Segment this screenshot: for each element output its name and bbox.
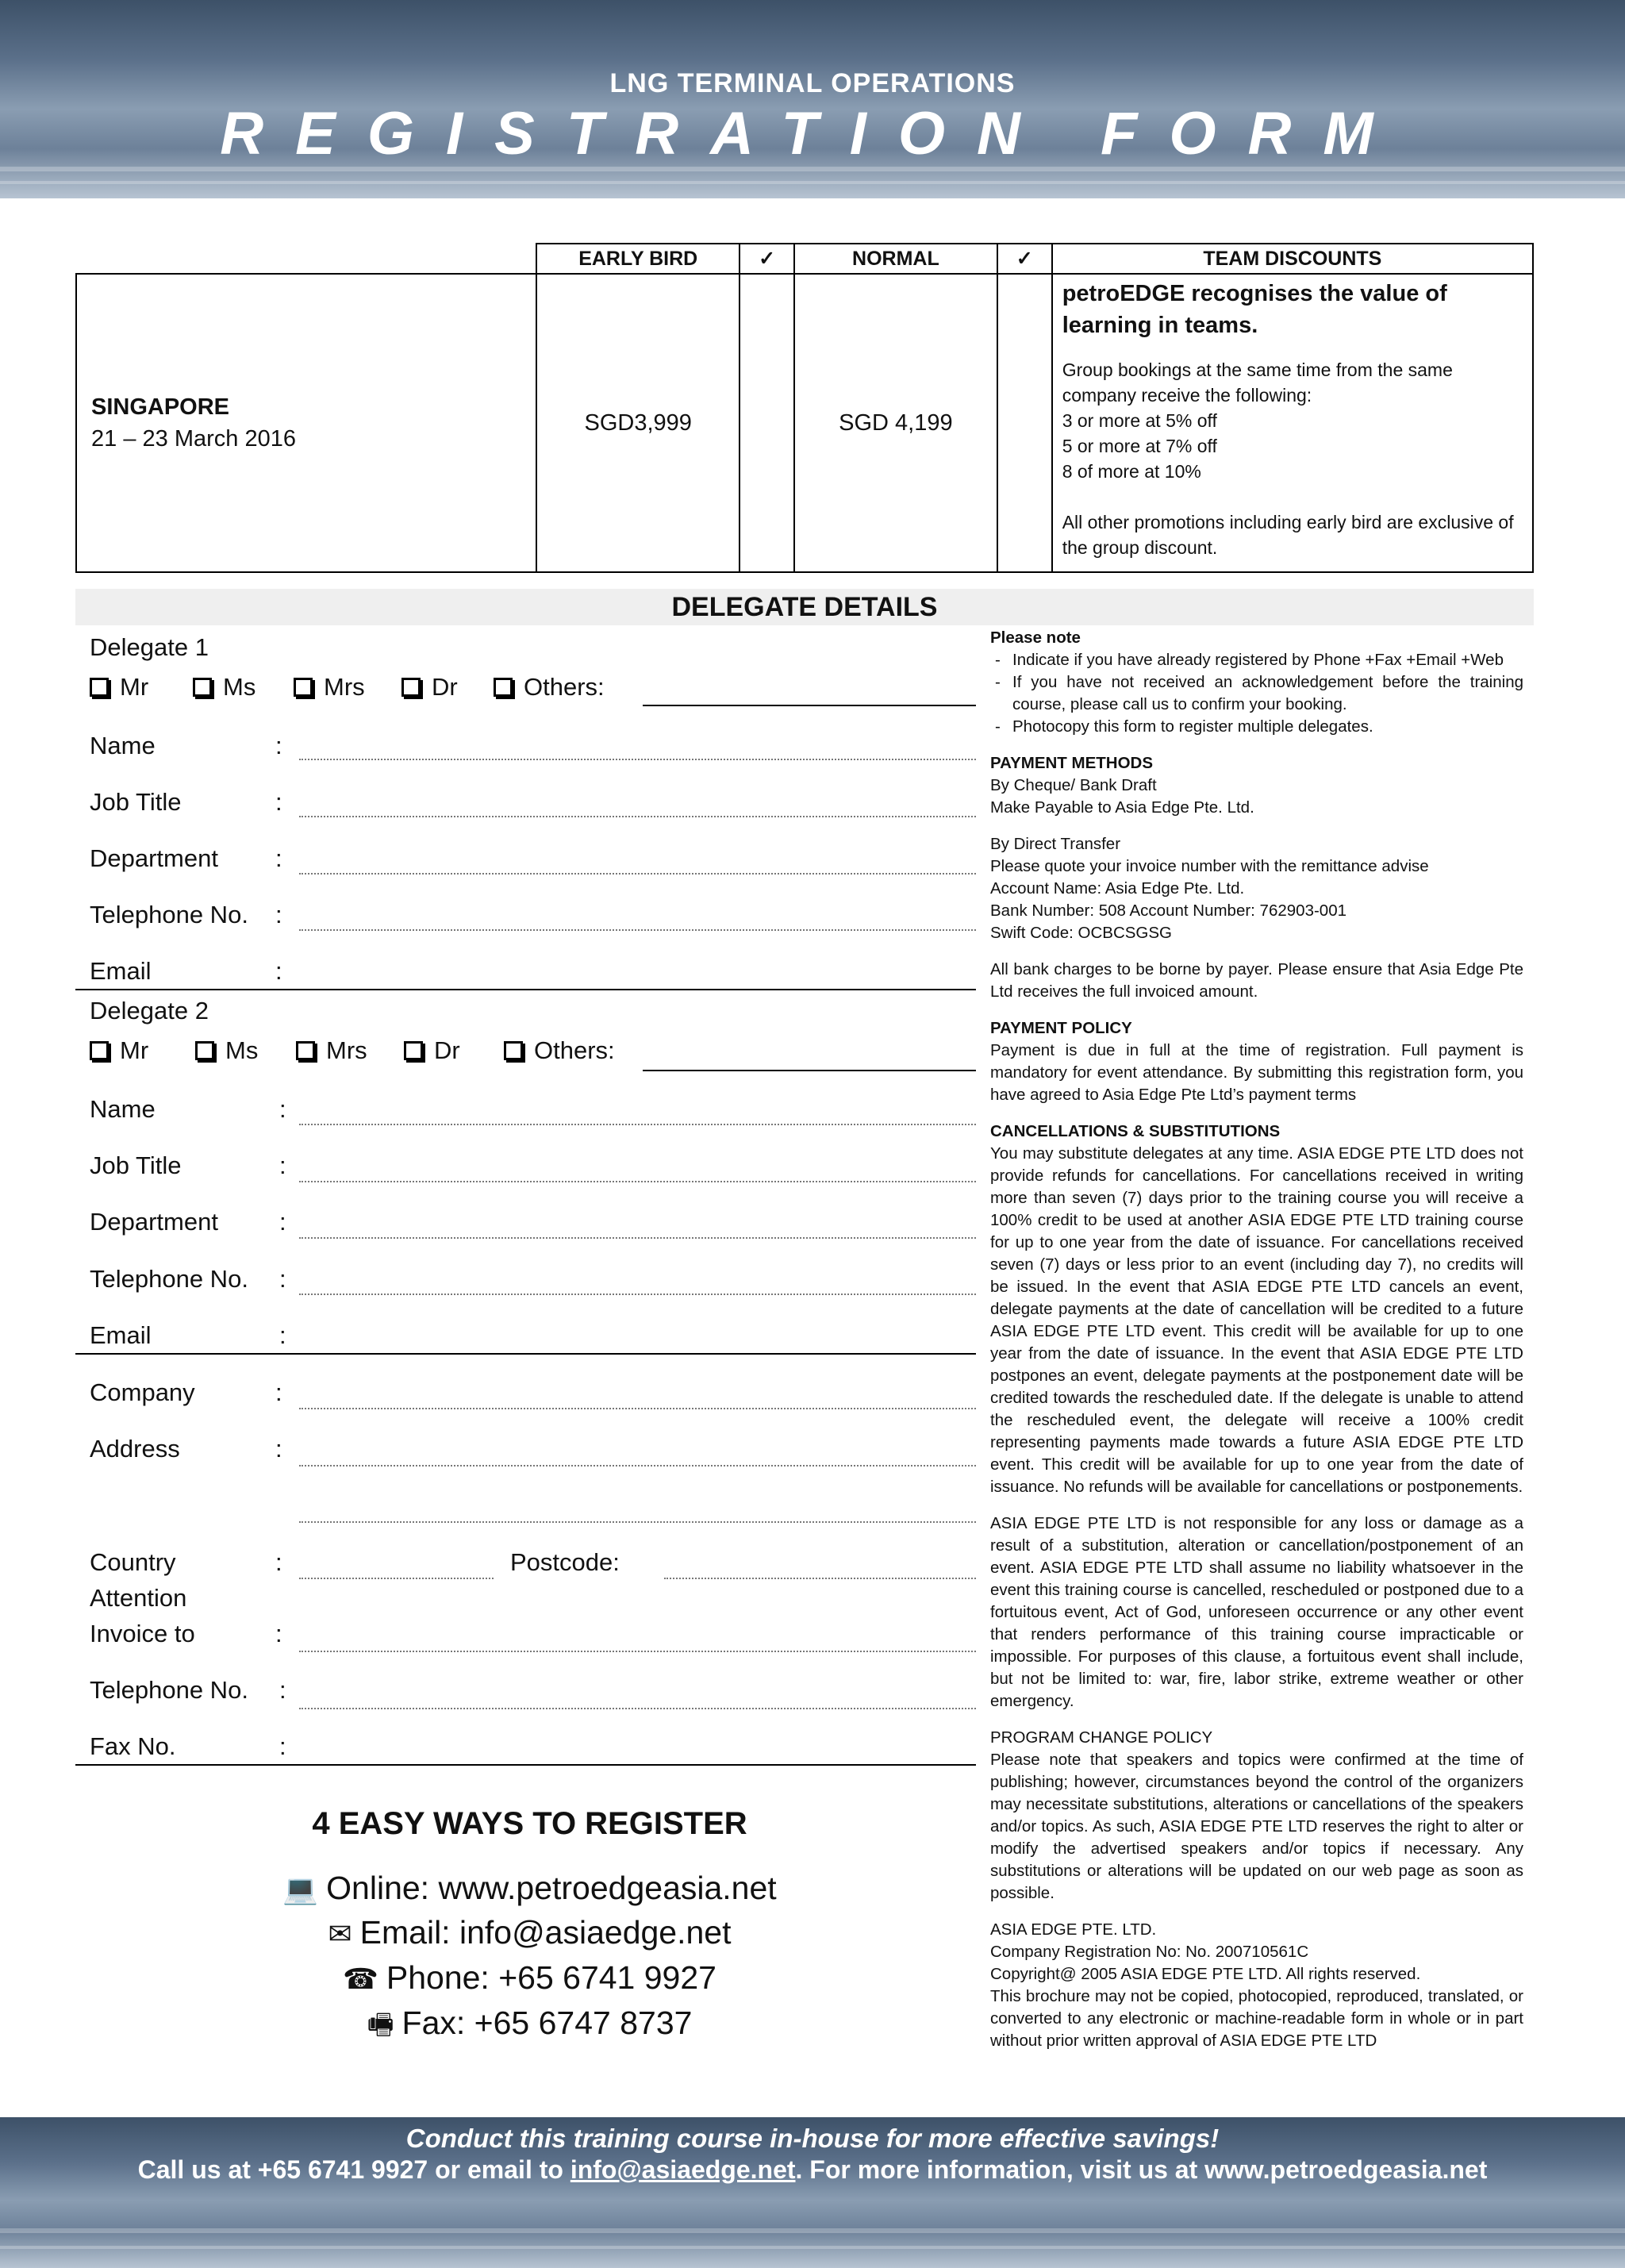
telephone-label: Telephone No. bbox=[90, 901, 248, 928]
telephone-icon: ☎ bbox=[343, 1963, 378, 1996]
colon: : bbox=[279, 1321, 286, 1349]
delegate-2-name-field[interactable] bbox=[299, 1124, 976, 1125]
early-bird-price: SGD3,999 bbox=[536, 274, 740, 572]
colon: : bbox=[275, 732, 282, 759]
copyright: Copyright@ 2005 ASIA EDGE PTE LTD. All rights reserved. bbox=[990, 1965, 1421, 1983]
location-cell bbox=[76, 274, 536, 572]
fax-field[interactable] bbox=[75, 1764, 976, 1766]
team-tier: 5 or more at 7% off bbox=[1062, 436, 1217, 456]
form-title: REGISTRATION FORM bbox=[220, 100, 1405, 167]
colon: : bbox=[275, 957, 282, 985]
payment-policy-text: Payment is due in full at the time of registration. Full payment is mandatory for event attendance. By submitting this registration form, you have agreed to Asia Edge Pte Ltd’s payment terms bbox=[990, 1041, 1523, 1104]
colon: : bbox=[275, 788, 282, 816]
payment-cheque: By Cheque/ Bank Draft bbox=[990, 776, 1157, 794]
fax-label: Fax No. bbox=[90, 1732, 176, 1760]
early-check-header: ✓ bbox=[740, 244, 794, 274]
laptop-icon: 💻 bbox=[282, 1874, 319, 1906]
team-discounts-cell bbox=[1052, 274, 1533, 572]
early-bird-header: EARLY BIRD bbox=[536, 244, 740, 274]
email-label: Email bbox=[90, 1321, 152, 1349]
team-discount-headline: petroEDGE recognises the value of learning in teams. bbox=[1062, 281, 1447, 338]
delegate-2-job-title-field[interactable] bbox=[299, 1181, 976, 1182]
banner-streak bbox=[0, 2228, 1625, 2233]
colon: : bbox=[275, 844, 282, 872]
delegate-2-label: Delegate 2 bbox=[90, 997, 209, 1024]
footer-email-link[interactable]: info@asiaedge.net bbox=[570, 2155, 796, 2184]
register-online[interactable]: 💻 Online: www.petroedgeasia.net bbox=[282, 1870, 777, 1906]
cancellations-text: You may substitute delegates at any time. ASIA EDGE PTE LTD does not provide refunds for cancellations. For cancellations received in writing more than seven (7) days prior to the training course you will receive a 100% credit to be used at another ASIA EDGE PTE LTD training course for up to one year from the date of issuance. For cancellations received seven (7) days or less prior to an event (including day 7), no credits will be issued. In the event that ASIA EDGE PTE LTD cancels an event, delegate payments at the date of cancellation will be credited to a future ASIA EDGE PTE LTD event. This credit will be available for up to one year from the date of issuance. In the event that ASIA EDGE PTE LTD postpones an event, delegate payments at the postponement date will be credited towards the rescheduled date. If the delegate is unable to attend the rescheduled event, the delegate will receive a 100% credit representing payments made towards a future ASIA EDGE PTE LTD event. This credit will be available for up to one year from the date of issuance. No refunds will be available for cancellations or postponements. bbox=[990, 1144, 1523, 1496]
address-field-line-2[interactable] bbox=[299, 1521, 976, 1523]
program-change-title: PROGRAM CHANGE POLICY bbox=[990, 1728, 1213, 1747]
register-phone[interactable]: ☎ Phone: +65 6741 9927 bbox=[343, 1959, 716, 1996]
team-tier: 8 of more at 10% bbox=[1062, 461, 1201, 482]
please-note-section bbox=[990, 627, 1523, 738]
payment-swift: Swift Code: OCBCSGSG bbox=[990, 924, 1172, 942]
early-bird-checkbox[interactable] bbox=[740, 274, 794, 572]
pricing-table bbox=[75, 243, 1534, 573]
envelope-icon: ✉ bbox=[328, 1918, 352, 1951]
company-info-section bbox=[990, 1919, 1523, 2052]
delegate-2-email-line[interactable] bbox=[75, 1353, 976, 1355]
payment-policy-section bbox=[990, 1017, 1523, 1106]
please-note-item: - Photocopy this form to register multiple delegates. bbox=[990, 716, 1523, 738]
checkbox-icon bbox=[494, 678, 513, 697]
contact-prefix: Call us at +65 6741 9927 or email to bbox=[137, 2155, 570, 2184]
course-subtitle: LNG TERMINAL OPERATIONS bbox=[609, 68, 1016, 98]
colon: : bbox=[275, 1435, 282, 1463]
salutation-dr[interactable]: Dr bbox=[401, 673, 458, 702]
salutation-mrs[interactable]: Mrs bbox=[296, 1036, 367, 1065]
register-fax[interactable]: 🖷 Fax: +65 6747 8737 bbox=[367, 2005, 693, 2041]
event-dates: 21 – 23 March 2016 bbox=[91, 426, 296, 452]
invoice-to-label: Invoice to bbox=[90, 1620, 195, 1647]
salutation-mr[interactable]: Mr bbox=[90, 1036, 148, 1065]
delegate-1-job-title-field[interactable] bbox=[299, 816, 976, 817]
email-label: Email bbox=[90, 957, 152, 985]
payment-transfer: By Direct Transfer bbox=[990, 835, 1121, 853]
fax-icon: 🖷 bbox=[367, 2009, 394, 2041]
payment-quote: Please quote your invoice number with the remittance advise bbox=[990, 857, 1429, 875]
attention-invoice-field[interactable] bbox=[299, 1651, 976, 1652]
bank-charges-section bbox=[990, 959, 1523, 1003]
department-label: Department bbox=[90, 844, 218, 872]
team-tier: 3 or more at 5% off bbox=[1062, 410, 1217, 431]
department-label: Department bbox=[90, 1208, 218, 1236]
cancellations-section bbox=[990, 1121, 1523, 1498]
please-note-item: - If you have not received an acknowledgement before the training course, please call us to confirm your booking. bbox=[990, 671, 1523, 716]
liability-text: ASIA EDGE PTE LTD is not responsible for any loss or damage as a result of a substitution, alteration or cancellation/postponement of an event. ASIA EDGE PTE LTD shall assume no liability whatsoever in the event this training course is cancelled, rescheduled or postponed due to a fortuitous event, Act of God, unforeseen occurrence or any other event that renders performance of this training course impracticable or impossible. For purposes of this clause, a fortuitous event shall include, but not be limited to: war, fire, labor strike, extreme weather or other emergency. bbox=[990, 1514, 1523, 1710]
disclaimer: This brochure may not be copied, photocopied, reproduced, translated, or converted to any electronic or machine-readable form in whole or in part without prior written approval of ASIA EDGE PTE LTD bbox=[990, 1987, 1523, 2050]
colon: : bbox=[279, 1676, 286, 1704]
please-note-title: Please note bbox=[990, 629, 1081, 647]
delegate-2-department-field[interactable] bbox=[299, 1237, 976, 1239]
checkbox-icon bbox=[195, 1041, 214, 1060]
in-house-promo: Conduct this training course in-house for more effective savings! bbox=[405, 2124, 1220, 2153]
normal-check-header: ✓ bbox=[997, 244, 1052, 274]
delegate-1-email-line[interactable] bbox=[75, 989, 976, 990]
others-input-line[interactable] bbox=[643, 705, 976, 706]
job-title-label: Job Title bbox=[90, 1151, 182, 1179]
normal-header: NORMAL bbox=[794, 244, 997, 274]
salutation-others[interactable]: Others: bbox=[504, 1036, 615, 1065]
telephone-label: Telephone No. bbox=[90, 1676, 248, 1704]
normal-price: SGD 4,199 bbox=[794, 274, 997, 572]
checkbox-icon bbox=[90, 678, 109, 697]
checkbox-icon bbox=[193, 678, 212, 697]
team-discount-intro: Group bookings at the same time from the same company receive the following: bbox=[1062, 359, 1453, 406]
payment-policy-title: PAYMENT POLICY bbox=[990, 1019, 1132, 1037]
name-label: Name bbox=[90, 732, 156, 759]
terms-column bbox=[990, 627, 1523, 2066]
blank-header-cell bbox=[76, 244, 536, 274]
program-change-text: Please note that speakers and topics were confirmed at the time of publishing; however, circumstances beyond the control of the organizers may necessitate substitutions, alterations or cancellations of the speakers and/or topics. As such, ASIA EDGE PTE LTD reserves the right to alter or modify the advertised speakers and/or topics if necessary. Any substitutions or alterations will be updated on our web page as soon as possible. bbox=[990, 1751, 1523, 1902]
telephone-label: Telephone No. bbox=[90, 1265, 248, 1293]
delegate-2-telephone-field[interactable] bbox=[299, 1294, 976, 1295]
delegate-1-label: Delegate 1 bbox=[90, 633, 209, 661]
liability-section bbox=[990, 1513, 1523, 1713]
colon: : bbox=[279, 1732, 286, 1760]
name-label: Name bbox=[90, 1095, 156, 1123]
colon: : bbox=[275, 1620, 282, 1647]
delegate-1-name-field[interactable] bbox=[299, 759, 976, 760]
checkbox-icon bbox=[504, 1041, 523, 1060]
postcode-field[interactable] bbox=[664, 1578, 976, 1579]
colon: : bbox=[279, 1208, 286, 1236]
delegate-1-department-field[interactable] bbox=[299, 873, 976, 875]
payment-payable: Make Payable to Asia Edge Pte. Ltd. bbox=[990, 798, 1254, 817]
please-note-item: - Indicate if you have already registered by Phone +Fax +Email +Web bbox=[990, 649, 1523, 671]
salutation-ms[interactable]: Ms bbox=[193, 673, 255, 702]
checkbox-icon bbox=[401, 678, 421, 697]
top-banner bbox=[0, 0, 1625, 198]
location-name: SINGAPORE bbox=[91, 394, 230, 420]
colon: : bbox=[275, 1378, 282, 1406]
address-label: Address bbox=[90, 1435, 180, 1463]
company-field[interactable] bbox=[299, 1408, 976, 1409]
register-ways-title: 4 EASY WAYS TO REGISTER bbox=[312, 1806, 747, 1841]
normal-checkbox[interactable] bbox=[997, 274, 1052, 572]
payment-account: Account Name: Asia Edge Pte. Ltd. bbox=[990, 879, 1245, 898]
delegate-1-telephone-field[interactable] bbox=[299, 929, 976, 931]
company-name: ASIA EDGE PTE. LTD. bbox=[990, 1920, 1157, 1939]
salutation-others[interactable]: Others: bbox=[494, 673, 605, 702]
cancellations-title: CANCELLATIONS & SUBSTITUTIONS bbox=[990, 1122, 1281, 1140]
others-input-line[interactable] bbox=[643, 1070, 976, 1071]
colon: : bbox=[279, 1095, 286, 1123]
address-field[interactable] bbox=[299, 1465, 976, 1467]
banner-streak bbox=[0, 181, 1625, 184]
program-change-section bbox=[990, 1727, 1523, 1905]
direct-transfer-section bbox=[990, 833, 1523, 944]
salutation-mr[interactable]: Mr bbox=[90, 673, 148, 702]
salutation-ms[interactable]: Ms bbox=[195, 1036, 258, 1065]
colon: : bbox=[275, 901, 282, 928]
contact-line bbox=[0, 2155, 1625, 2185]
checkbox-icon bbox=[404, 1041, 423, 1060]
postcode-label: Postcode: bbox=[510, 1548, 620, 1576]
checkbox-icon bbox=[296, 1041, 315, 1060]
team-discounts-header: TEAM DISCOUNTS bbox=[1052, 244, 1533, 274]
team-discount-note: All other promotions including early bird are exclusive of the group discount. bbox=[1062, 512, 1514, 558]
colon: : bbox=[279, 1265, 286, 1293]
register-email[interactable]: ✉ Email: info@asiaedge.net bbox=[328, 1914, 732, 1951]
colon: : bbox=[279, 1151, 286, 1179]
payment-methods-section bbox=[990, 752, 1523, 819]
delegate-details-heading: DELEGATE DETAILS bbox=[75, 589, 1534, 625]
payment-methods-title: PAYMENT METHODS bbox=[990, 754, 1154, 772]
company-registration: Company Registration No: No. 200710561C bbox=[990, 1943, 1309, 1961]
contact-suffix: . For more information, visit us at www.petroedgeasia.net bbox=[795, 2155, 1488, 2184]
colon: : bbox=[275, 1548, 282, 1576]
company-label: Company bbox=[90, 1378, 195, 1406]
payment-charges: All bank charges to be borne by payer. Please ensure that Asia Edge Pte Ltd receives the full invoiced amount. bbox=[990, 960, 1523, 1001]
checkbox-icon bbox=[90, 1041, 109, 1060]
company-telephone-field[interactable] bbox=[299, 1708, 976, 1709]
country-label: Country bbox=[90, 1548, 176, 1576]
payment-bank: Bank Number: 508 Account Number: 762903-001 bbox=[990, 901, 1346, 920]
salutation-mrs[interactable]: Mrs bbox=[294, 673, 365, 702]
checkbox-icon bbox=[294, 678, 313, 697]
job-title-label: Job Title bbox=[90, 788, 182, 816]
attention-label: Attention bbox=[90, 1584, 187, 1612]
banner-streak bbox=[0, 2246, 1625, 2249]
country-field[interactable] bbox=[299, 1578, 494, 1579]
salutation-dr[interactable]: Dr bbox=[404, 1036, 460, 1065]
